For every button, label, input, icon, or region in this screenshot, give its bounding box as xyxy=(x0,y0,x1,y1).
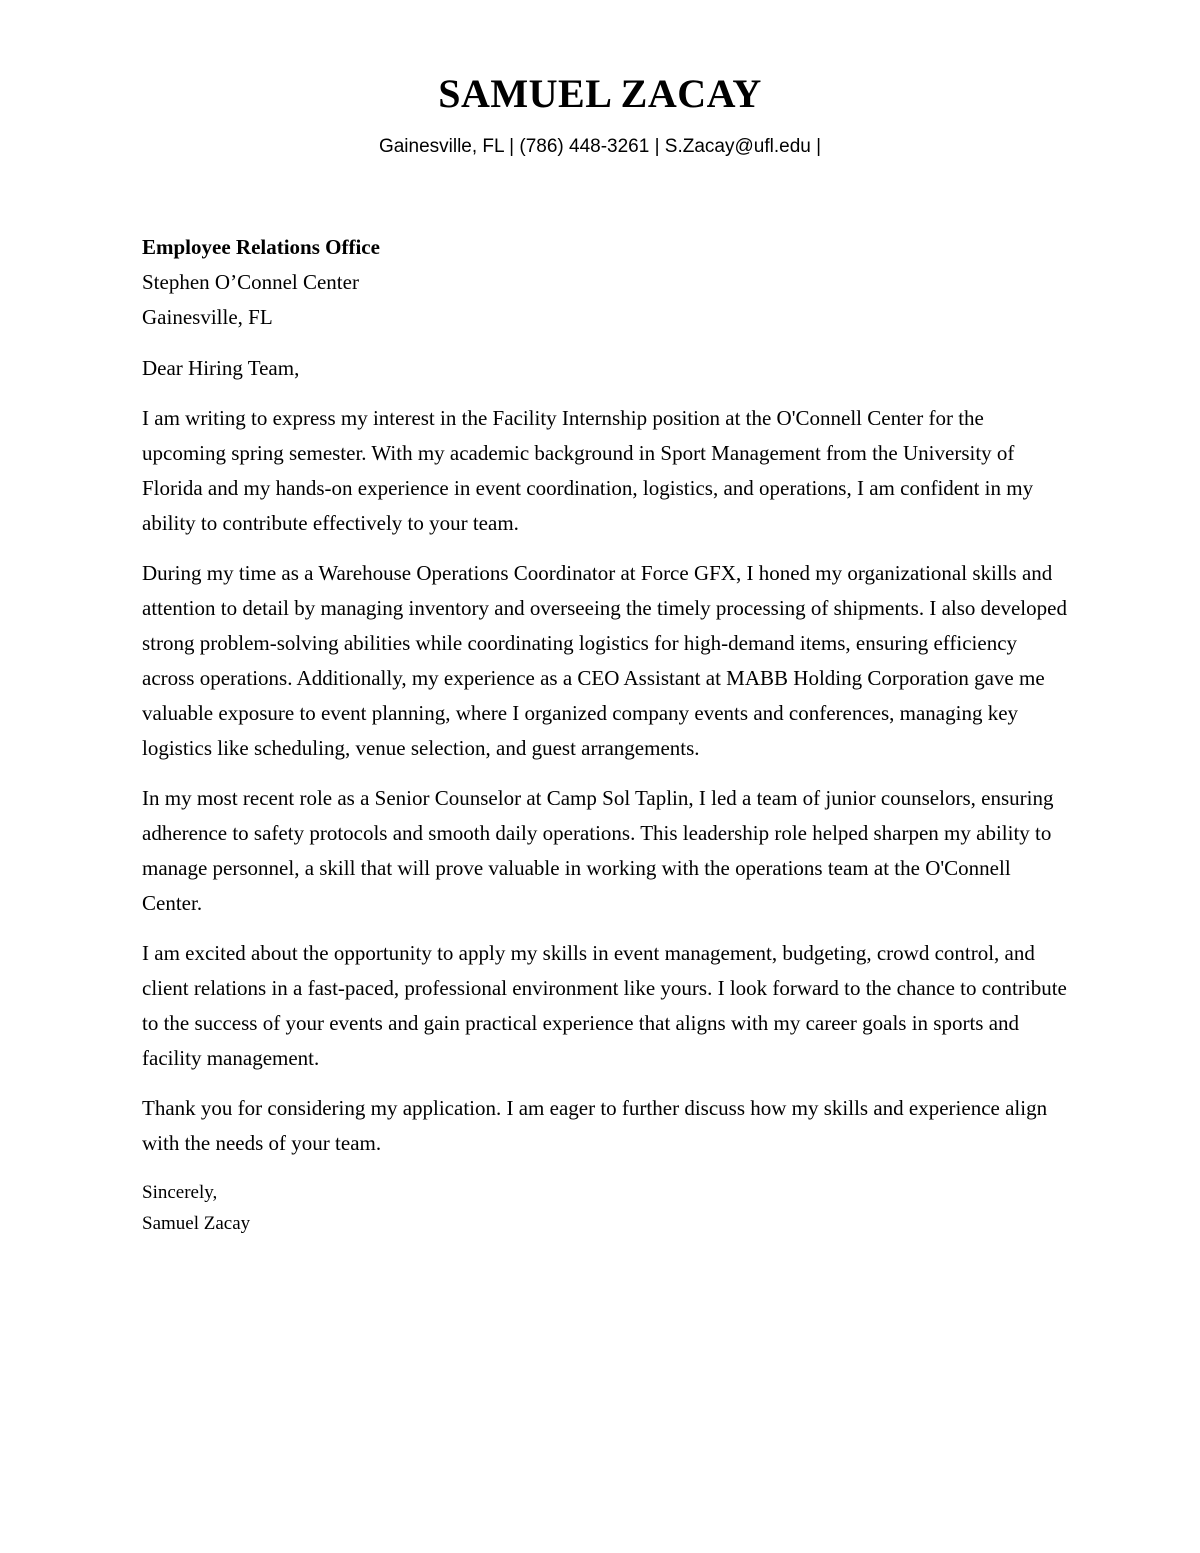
closing-block xyxy=(142,1177,1072,1239)
signature-name: Samuel Zacay xyxy=(142,1213,251,1234)
applicant-name: SAMUEL ZACAY xyxy=(438,71,762,116)
paragraph-experience: During my time as a Warehouse Operations Coordinator at Force GFX, I honed my organizational skills and attention to detail by managing inventory and overseeing the timely processing of shipments. I also developed strong problem-solving abilities while coordinating logistics for high-demand items, ensuring efficiency across operations. Additionally, my experience as a CEO Assistant at MABB Holding Corporation gave me valuable exposure to event planning, where I organized company events and conferences, managing key logistics like scheduling, venue selection, and guest arrangements. xyxy=(142,561,1067,760)
paragraph-intro: I am writing to express my interest in the Facility Internship position at the O'Connell Center for the upcoming spring semester. With my academic background in Sport Management from the University of Florida and my hands-on experience in event coordination, logistics, and operations, I am confident in my ability to contribute effectively to your team. xyxy=(142,406,1034,535)
paragraph-leadership: In my most recent role as a Senior Counselor at Camp Sol Taplin, I led a team of junior counselors, ensuring adherence to safety protocols and smooth daily operations. This leadership role helped sharpen my ability to manage personnel, a skill that will prove valuable in working with the operations team at the O'Connell Center. xyxy=(142,786,1054,915)
recipient-address-line-1: Stephen O’Connel Center xyxy=(142,270,359,294)
recipient-block xyxy=(142,230,1072,335)
paragraph-motivation: I am excited about the opportunity to apply my skills in event management, budgeting, crowd control, and client relations in a fast-paced, professional environment like yours. I look forward to the chance to contribute to the success of your events and gain practical experience that aligns with my career goals in sports and facility management. xyxy=(142,941,1067,1070)
closing-salutation: Sincerely, xyxy=(142,1182,218,1203)
letter-body xyxy=(142,230,1072,1239)
greeting: Dear Hiring Team, xyxy=(142,356,300,380)
paragraph-thanks: Thank you for considering my application. I am eager to further discuss how my skills and experience align with the needs of your team. xyxy=(142,1096,1048,1155)
contact-info: Gainesville, FL | (786) 448-3261 | S.Zacay@ufl.edu | xyxy=(378,136,822,157)
recipient-address-line-2: Gainesville, FL xyxy=(142,305,273,329)
recipient-organization: Employee Relations Office xyxy=(142,235,380,259)
